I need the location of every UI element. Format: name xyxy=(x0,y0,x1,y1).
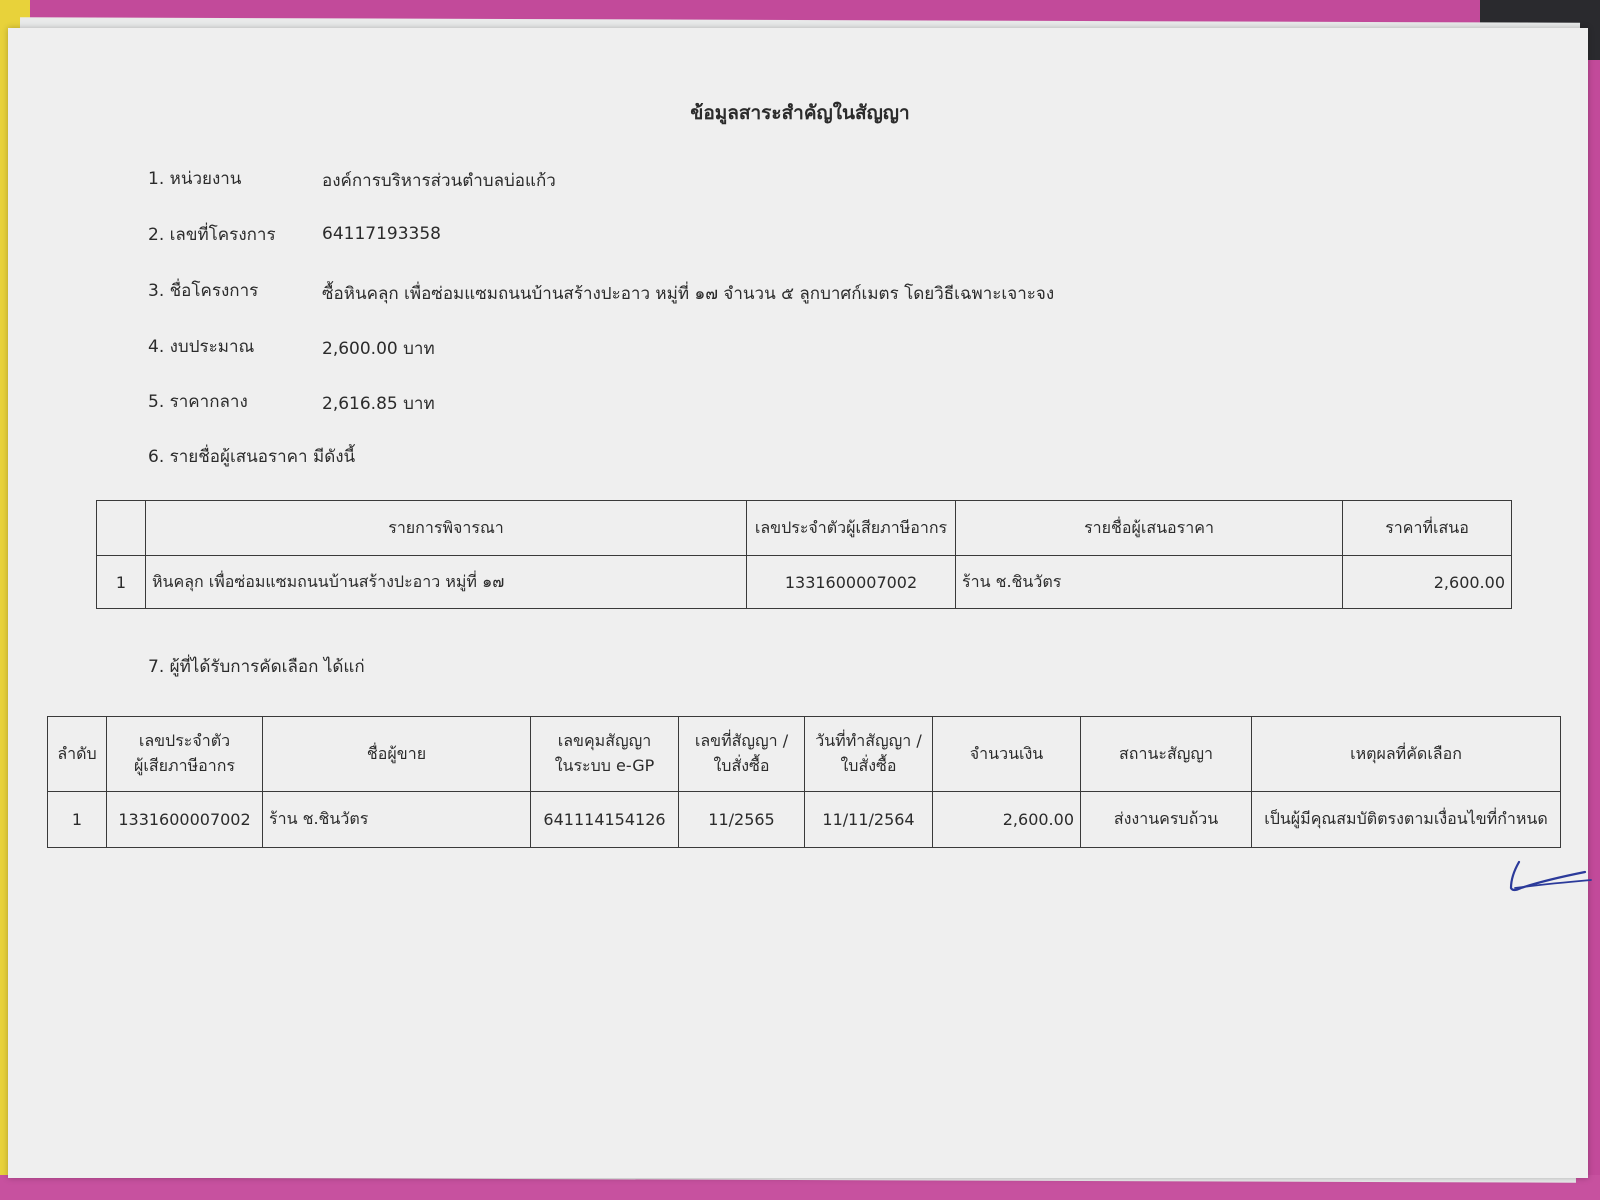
item-label-project-number: 2. เลขที่โครงการ xyxy=(148,225,276,245)
table-cell: 1331600007002 xyxy=(107,792,263,848)
header-text: เลขที่สัญญา / xyxy=(694,731,789,750)
item-value-budget: 2,600.00 บาท xyxy=(322,339,435,359)
table-header-row xyxy=(48,717,1561,792)
item-label-median-price: 5. ราคากลาง xyxy=(148,392,248,412)
table-header-cell xyxy=(531,717,679,792)
table-header-cell xyxy=(97,501,146,556)
table-cell: เป็นผู้มีคุณสมบัติตรงตามเงื่อนไขที่กำหนด xyxy=(1252,792,1561,848)
table-header-cell: เลขประจำตัวผู้เสียภาษีอากร xyxy=(747,501,956,556)
signature-mark xyxy=(1505,858,1595,898)
section-7-heading: 7. ผู้ที่ได้รับการคัดเลือก ได้แก่ xyxy=(148,657,365,677)
table-cell: 2,600.00 xyxy=(1343,556,1512,609)
header-text: ชื่อผู้ขาย xyxy=(366,743,427,763)
item-label-budget: 4. งบประมาณ xyxy=(148,337,255,357)
item-label-project-name: 3. ชื่อโครงการ xyxy=(148,281,259,301)
table-row xyxy=(48,792,1561,848)
header-text: ผู้เสียภาษีอากร xyxy=(134,756,235,775)
table-cell: 11/2565 xyxy=(679,792,805,848)
table-cell: 11/11/2564 xyxy=(805,792,933,848)
header-text: จำนวนเงิน xyxy=(969,743,1044,763)
table-header-row xyxy=(97,501,1512,556)
table-header-cell xyxy=(107,717,263,792)
bidders-table xyxy=(96,500,1512,609)
table-cell: 1 xyxy=(48,792,107,848)
table-cell: 1 xyxy=(97,556,146,609)
table-header-cell: รายการพิจารณา xyxy=(146,501,747,556)
header-text: เลขประจำตัว xyxy=(138,731,231,750)
item-value-agency: องค์การบริหารส่วนตำบลบ่อแก้ว xyxy=(322,171,556,191)
table-cell: หินคลุก เพื่อซ่อมแซมถนนบ้านสร้างปะอาว หมู่ที่ ๑๗ xyxy=(146,556,747,609)
table-header-cell xyxy=(679,717,805,792)
table-header-cell xyxy=(1081,717,1252,792)
header-text: ในระบบ e-GP xyxy=(554,756,655,775)
table-row xyxy=(97,556,1512,609)
handwritten-signature xyxy=(1505,858,1595,902)
header-text: เลขคุมสัญญา xyxy=(557,731,652,750)
item-value-median-price: 2,616.85 บาท xyxy=(322,394,435,414)
table-cell: 2,600.00 xyxy=(933,792,1081,848)
table-header-cell xyxy=(805,717,933,792)
item-label-agency: 1. หน่วยงาน xyxy=(148,169,242,189)
table-cell: ร้าน ช.ชินวัตร xyxy=(263,792,531,848)
table-cell: 1331600007002 xyxy=(747,556,956,609)
header-text: สถานะสัญญา xyxy=(1119,743,1213,763)
table-cell: ร้าน ช.ชินวัตร xyxy=(956,556,1343,609)
table-header-cell: รายชื่อผู้เสนอราคา xyxy=(956,501,1343,556)
document-title: ข้อมูลสาระสำคัญในสัญญา xyxy=(690,102,910,124)
table-cell: ส่งงานครบถ้วน xyxy=(1081,792,1252,848)
item-value-project-name: ซื้อหินคลุก เพื่อซ่อมแซมถนนบ้านสร้างปะอาว หมู่ที่ ๑๗ จำนวน ๕ ลูกบาศก์เมตร โดยวิธีเฉพาะเจาะจง xyxy=(322,284,1055,304)
header-text: ใบสั่งซื้อ xyxy=(713,756,770,775)
header-text: ลำดับ xyxy=(57,743,97,763)
table-header-cell xyxy=(48,717,107,792)
item-value-project-number: 64117193358 xyxy=(322,224,441,244)
header-text: ใบสั่งซื้อ xyxy=(840,756,897,775)
header-text: เหตุผลที่คัดเลือก xyxy=(1350,743,1462,763)
table-header-cell xyxy=(1252,717,1561,792)
table-header-cell: ราคาที่เสนอ xyxy=(1343,501,1512,556)
section-6-heading: 6. รายชื่อผู้เสนอราคา มีดังนี้ xyxy=(148,447,356,467)
header-text: วันที่ทำสัญญา / xyxy=(815,731,922,750)
table-header-cell xyxy=(933,717,1081,792)
table-header-cell xyxy=(263,717,531,792)
selected-vendor-table xyxy=(47,716,1561,848)
table-cell: 641114154126 xyxy=(531,792,679,848)
